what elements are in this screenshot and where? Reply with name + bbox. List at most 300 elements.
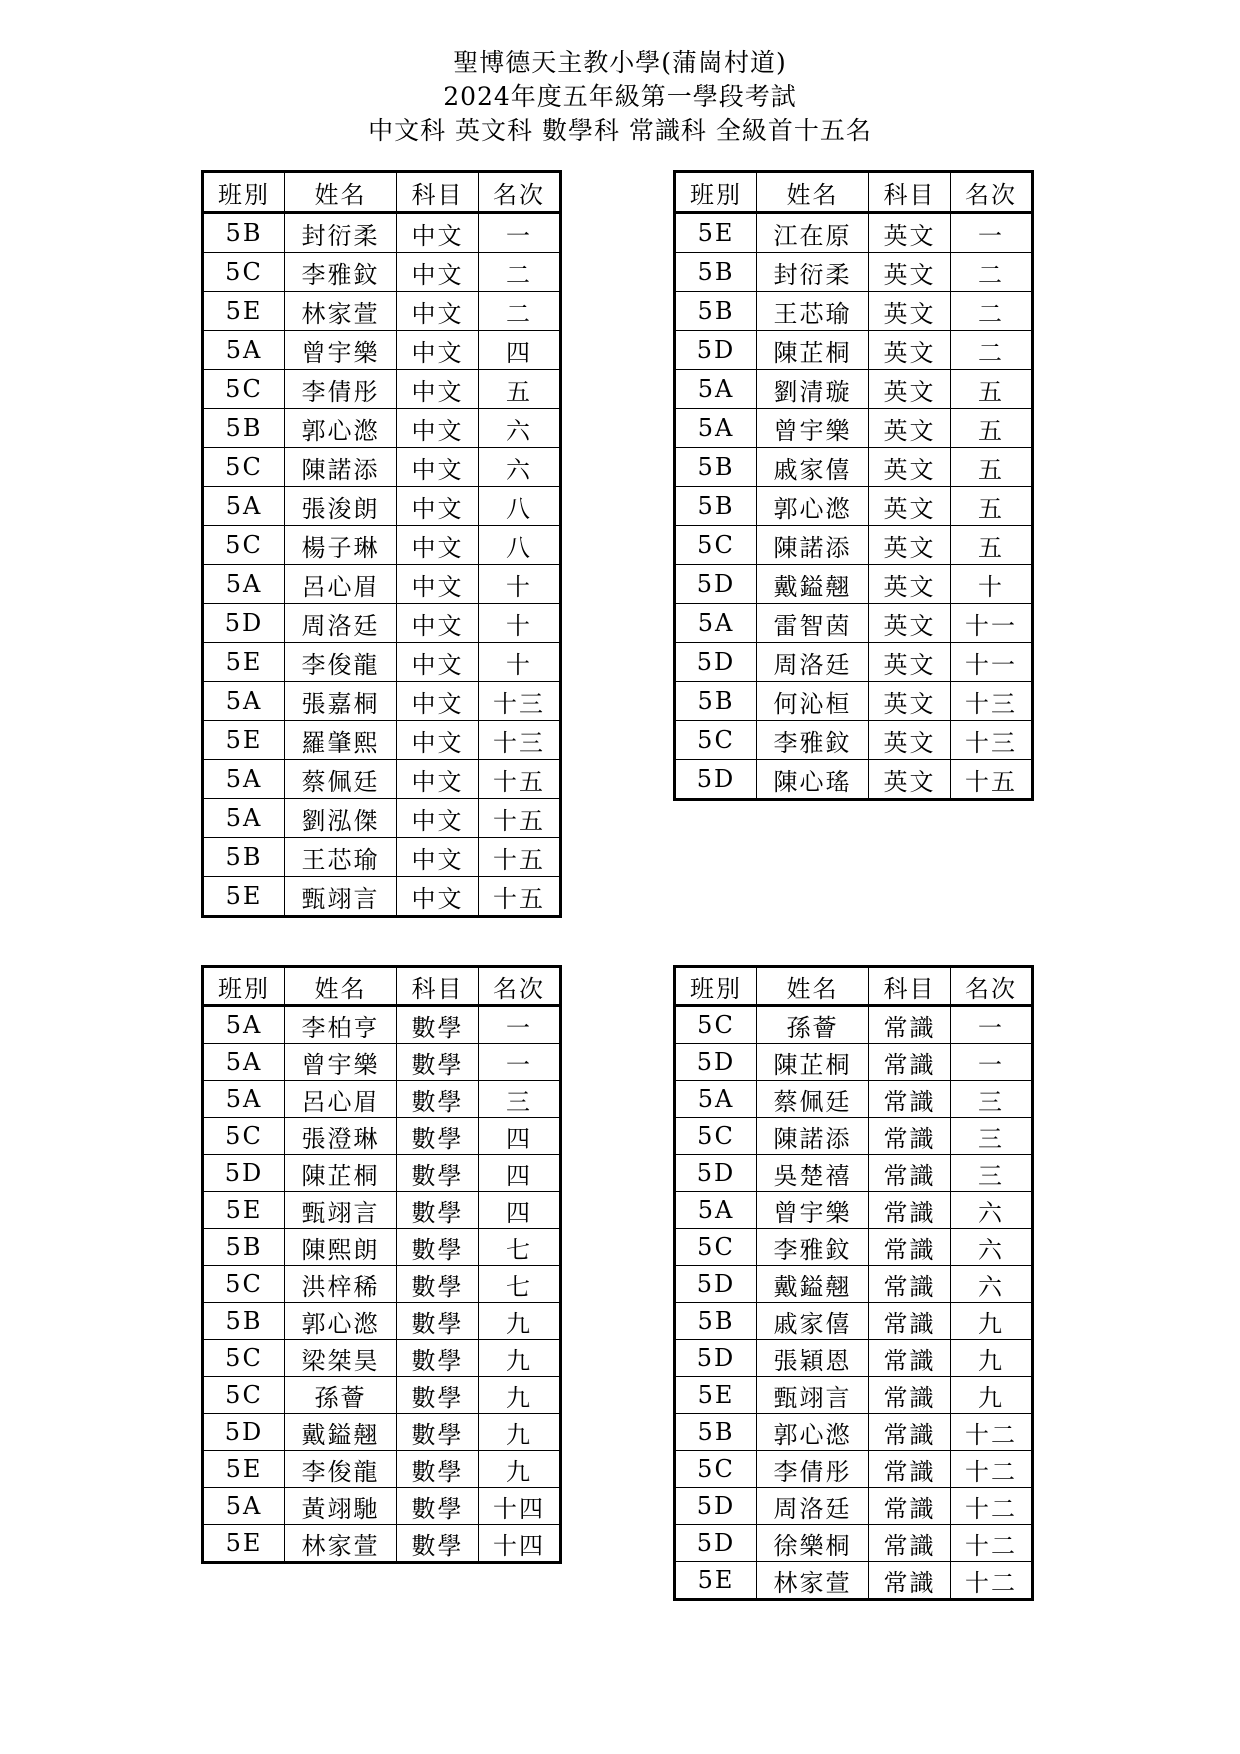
table-row [675, 682, 1033, 721]
name-cell: 王芯瑜 [285, 838, 397, 877]
table-row [675, 1229, 1033, 1266]
class-cell: 5D [675, 1340, 757, 1377]
rank-cell: 十五 [479, 799, 561, 838]
subject-cell: 數學 [397, 1229, 479, 1266]
name-header: 姓名 [285, 967, 397, 1006]
table-row [675, 604, 1033, 643]
table-row [675, 721, 1033, 760]
name-cell: 黃翊馳 [285, 1488, 397, 1525]
table-row [203, 1488, 561, 1525]
name-cell: 曾宇樂 [757, 1192, 869, 1229]
subject-cell: 數學 [397, 1155, 479, 1192]
table-row [203, 448, 561, 487]
table-row [203, 1044, 561, 1081]
header-row [203, 172, 561, 213]
rank-cell: 九 [479, 1414, 561, 1451]
table-row [203, 526, 561, 565]
table-row [675, 760, 1033, 800]
subject-cell: 中文 [397, 760, 479, 799]
subject-cell: 中文 [397, 721, 479, 760]
rank-cell: 三 [479, 1081, 561, 1118]
name-cell: 甄翊言 [757, 1377, 869, 1414]
subject-cell: 數學 [397, 1488, 479, 1525]
subject-cell: 英文 [869, 409, 951, 448]
rank-header: 名次 [479, 967, 561, 1006]
class-cell: 5C [203, 1118, 285, 1155]
subject-cell: 數學 [397, 1044, 479, 1081]
name-cell: 雷智茵 [757, 604, 869, 643]
name-cell: 張澄琳 [285, 1118, 397, 1155]
table-row [203, 487, 561, 526]
subject-cell: 中文 [397, 213, 479, 253]
rank-cell: 三 [951, 1118, 1033, 1155]
math-ranking-table [201, 965, 562, 1564]
table-row [203, 1451, 561, 1488]
rank-cell: 十 [479, 643, 561, 682]
subject-cell: 中文 [397, 370, 479, 409]
table-row [675, 1006, 1033, 1044]
subject-cell: 英文 [869, 331, 951, 370]
name-cell: 戴鎰翹 [757, 565, 869, 604]
rank-cell: 五 [951, 526, 1033, 565]
class-cell: 5C [203, 448, 285, 487]
name-cell: 戚家僖 [757, 1303, 869, 1340]
rank-cell: 十四 [479, 1525, 561, 1563]
name-cell: 李倩彤 [757, 1451, 869, 1488]
rank-cell: 十三 [951, 721, 1033, 760]
name-header: 姓名 [757, 967, 869, 1006]
table-row [675, 253, 1033, 292]
table-row [675, 1414, 1033, 1451]
table-row [203, 1340, 561, 1377]
name-cell: 蔡佩廷 [757, 1081, 869, 1118]
subject-cell: 常識 [869, 1118, 951, 1155]
name-cell: 孫薈 [285, 1377, 397, 1414]
name-cell: 何沁桓 [757, 682, 869, 721]
name-cell: 劉清璇 [757, 370, 869, 409]
name-cell: 陳諾添 [285, 448, 397, 487]
table-row [203, 721, 561, 760]
rank-cell: 四 [479, 1118, 561, 1155]
subject-cell: 中文 [397, 253, 479, 292]
subject-cell: 英文 [869, 213, 951, 253]
name-cell: 羅肇熙 [285, 721, 397, 760]
class-cell: 5B [203, 838, 285, 877]
name-cell: 郭心滺 [757, 487, 869, 526]
subject-cell: 數學 [397, 1006, 479, 1044]
subject-cell: 英文 [869, 370, 951, 409]
table-row [203, 253, 561, 292]
rank-cell: 三 [951, 1155, 1033, 1192]
class-cell: 5B [203, 1229, 285, 1266]
subject-cell: 常識 [869, 1006, 951, 1044]
name-cell: 洪梓稀 [285, 1266, 397, 1303]
rank-cell: 十二 [951, 1451, 1033, 1488]
rank-cell: 二 [951, 292, 1033, 331]
class-cell: 5E [675, 1377, 757, 1414]
rank-cell: 七 [479, 1266, 561, 1303]
subject-cell: 常識 [869, 1192, 951, 1229]
class-cell: 5C [203, 1340, 285, 1377]
subject-cell: 常識 [869, 1303, 951, 1340]
class-cell: 5B [203, 213, 285, 253]
table-row [675, 487, 1033, 526]
table-row [675, 1525, 1033, 1562]
rank-cell: 五 [951, 448, 1033, 487]
name-cell: 陳諾添 [757, 1118, 869, 1155]
name-cell: 呂心眉 [285, 565, 397, 604]
name-cell: 周洛廷 [757, 643, 869, 682]
subject-cell: 常識 [869, 1266, 951, 1303]
rank-cell: 九 [951, 1377, 1033, 1414]
class-cell: 5C [203, 1266, 285, 1303]
name-cell: 封衍柔 [285, 213, 397, 253]
table-row [203, 1081, 561, 1118]
class-cell: 5A [203, 682, 285, 721]
class-cell: 5C [675, 1006, 757, 1044]
rank-cell: 九 [479, 1340, 561, 1377]
table-row [203, 1155, 561, 1192]
class-cell: 5A [675, 409, 757, 448]
subject-cell: 數學 [397, 1118, 479, 1155]
rank-cell: 九 [479, 1377, 561, 1414]
subject-cell: 英文 [869, 253, 951, 292]
subject-cell: 英文 [869, 292, 951, 331]
rank-cell: 十 [951, 565, 1033, 604]
rank-cell: 十五 [479, 760, 561, 799]
subject-cell: 英文 [869, 526, 951, 565]
subject-cell: 常識 [869, 1081, 951, 1118]
table-row [675, 1155, 1033, 1192]
class-cell: 5D [203, 604, 285, 643]
name-cell: 梁桀昊 [285, 1340, 397, 1377]
rank-header: 名次 [951, 172, 1033, 213]
subject-cell: 英文 [869, 448, 951, 487]
subject-cell: 數學 [397, 1377, 479, 1414]
subject-cell: 常識 [869, 1044, 951, 1081]
class-header: 班別 [203, 172, 285, 213]
rank-cell: 十 [479, 604, 561, 643]
rank-cell: 八 [479, 526, 561, 565]
name-cell: 陳心瑤 [757, 760, 869, 800]
class-cell: 5D [675, 331, 757, 370]
name-cell: 陳芷桐 [757, 331, 869, 370]
class-cell: 5A [203, 487, 285, 526]
subject-cell: 中文 [397, 643, 479, 682]
subject-cell: 英文 [869, 760, 951, 800]
name-cell: 李雅鈫 [757, 721, 869, 760]
rank-cell: 四 [479, 1192, 561, 1229]
subject-cell: 中文 [397, 526, 479, 565]
class-cell: 5A [203, 331, 285, 370]
name-cell: 劉泓傑 [285, 799, 397, 838]
class-header: 班別 [203, 967, 285, 1006]
class-cell: 5B [675, 448, 757, 487]
subject-cell: 數學 [397, 1525, 479, 1563]
class-cell: 5A [675, 370, 757, 409]
class-cell: 5C [203, 253, 285, 292]
document-header [0, 46, 1240, 148]
rank-header: 名次 [951, 967, 1033, 1006]
general-studies-ranking-table [673, 965, 1034, 1601]
name-cell: 周洛廷 [757, 1488, 869, 1525]
subject-cell: 數學 [397, 1340, 479, 1377]
name-cell: 郭心滺 [757, 1414, 869, 1451]
subject-cell: 常識 [869, 1414, 951, 1451]
table-row [203, 877, 561, 917]
table-row [203, 370, 561, 409]
rank-cell: 六 [951, 1266, 1033, 1303]
subject-cell: 英文 [869, 721, 951, 760]
table-row [203, 643, 561, 682]
class-header: 班別 [675, 967, 757, 1006]
subject-cell: 數學 [397, 1266, 479, 1303]
table-row [203, 604, 561, 643]
table-row [203, 799, 561, 838]
rank-cell: 十二 [951, 1414, 1033, 1451]
class-cell: 5A [203, 565, 285, 604]
subject-cell: 中文 [397, 292, 479, 331]
table-row [203, 1303, 561, 1340]
table-row [203, 292, 561, 331]
table-row [203, 1229, 561, 1266]
class-cell: 5D [203, 1155, 285, 1192]
subject-cell: 常識 [869, 1229, 951, 1266]
rank-cell: 九 [479, 1451, 561, 1488]
name-cell: 陳熙朗 [285, 1229, 397, 1266]
subject-cell: 英文 [869, 643, 951, 682]
rank-cell: 五 [951, 409, 1033, 448]
class-cell: 5E [203, 643, 285, 682]
name-cell: 李俊龍 [285, 1451, 397, 1488]
subject-cell: 中文 [397, 565, 479, 604]
subject-header: 科目 [869, 967, 951, 1006]
table-row [203, 1377, 561, 1414]
rank-cell: 十 [479, 565, 561, 604]
subject-cell: 中文 [397, 838, 479, 877]
name-cell: 郭心滺 [285, 1303, 397, 1340]
table-row [675, 1303, 1033, 1340]
name-header: 姓名 [285, 172, 397, 213]
table-row [203, 1525, 561, 1563]
class-cell: 5E [203, 877, 285, 917]
table-row [675, 643, 1033, 682]
subject-cell: 英文 [869, 487, 951, 526]
name-cell: 王芯瑜 [757, 292, 869, 331]
rank-cell: 六 [479, 409, 561, 448]
name-cell: 戚家僖 [757, 448, 869, 487]
name-cell: 李雅鈫 [285, 253, 397, 292]
subject-cell: 英文 [869, 565, 951, 604]
name-cell: 江在原 [757, 213, 869, 253]
table-row [203, 1414, 561, 1451]
subject-cell: 中文 [397, 409, 479, 448]
table-row [203, 760, 561, 799]
name-cell: 李柏亨 [285, 1006, 397, 1044]
table-row [203, 331, 561, 370]
name-cell: 林家萱 [757, 1562, 869, 1600]
rank-cell: 六 [479, 448, 561, 487]
name-cell: 張浚朗 [285, 487, 397, 526]
class-cell: 5D [675, 565, 757, 604]
class-cell: 5D [675, 1525, 757, 1562]
class-cell: 5A [675, 1192, 757, 1229]
subject-cell: 數學 [397, 1192, 479, 1229]
rank-cell: 九 [479, 1303, 561, 1340]
class-cell: 5C [675, 526, 757, 565]
class-cell: 5E [203, 1192, 285, 1229]
subject-header: 科目 [397, 967, 479, 1006]
name-cell: 蔡佩廷 [285, 760, 397, 799]
class-cell: 5D [675, 1044, 757, 1081]
rank-cell: 一 [951, 213, 1033, 253]
class-cell: 5D [675, 1488, 757, 1525]
exam-title: 2024年度五年級第一學段考試 [443, 82, 797, 111]
rank-cell: 二 [479, 292, 561, 331]
class-cell: 5E [203, 721, 285, 760]
class-cell: 5A [203, 1488, 285, 1525]
rank-cell: 十三 [951, 682, 1033, 721]
table-row [675, 1562, 1033, 1600]
rank-cell: 一 [479, 1006, 561, 1044]
subject-cell: 數學 [397, 1303, 479, 1340]
class-cell: 5C [203, 526, 285, 565]
class-cell: 5A [203, 1044, 285, 1081]
subjects-subtitle: 中文科 英文科 數學科 常識科 全級首十五名 [368, 116, 872, 145]
name-cell: 周洛廷 [285, 604, 397, 643]
subject-cell: 中文 [397, 682, 479, 721]
subject-cell: 常識 [869, 1562, 951, 1600]
table-row [203, 213, 561, 253]
name-cell: 徐樂桐 [757, 1525, 869, 1562]
class-cell: 5E [203, 1451, 285, 1488]
rank-cell: 五 [479, 370, 561, 409]
rank-cell: 一 [479, 213, 561, 253]
table-row [203, 1192, 561, 1229]
table-row [675, 1081, 1033, 1118]
name-cell: 林家萱 [285, 1525, 397, 1563]
subject-cell: 常識 [869, 1488, 951, 1525]
subject-cell: 數學 [397, 1081, 479, 1118]
name-cell: 陳芷桐 [757, 1044, 869, 1081]
name-cell: 楊子琳 [285, 526, 397, 565]
table-row [675, 1266, 1033, 1303]
table-row [203, 838, 561, 877]
rank-cell: 十二 [951, 1488, 1033, 1525]
class-cell: 5B [675, 1414, 757, 1451]
name-cell: 封衍柔 [757, 253, 869, 292]
rank-cell: 一 [479, 1044, 561, 1081]
class-cell: 5A [675, 1081, 757, 1118]
class-cell: 5D [675, 1266, 757, 1303]
class-cell: 5A [203, 1081, 285, 1118]
class-cell: 5E [675, 1562, 757, 1600]
name-cell: 曾宇樂 [285, 1044, 397, 1081]
subject-cell: 常識 [869, 1451, 951, 1488]
subject-header: 科目 [869, 172, 951, 213]
rank-cell: 一 [951, 1006, 1033, 1044]
name-cell: 李雅鈫 [757, 1229, 869, 1266]
name-cell: 曾宇樂 [757, 409, 869, 448]
class-cell: 5A [203, 1006, 285, 1044]
subject-header: 科目 [397, 172, 479, 213]
name-cell: 郭心滺 [285, 409, 397, 448]
rank-cell: 三 [951, 1081, 1033, 1118]
table-row [203, 1006, 561, 1044]
rank-cell: 十三 [479, 682, 561, 721]
class-cell: 5B [675, 682, 757, 721]
subject-cell: 中文 [397, 448, 479, 487]
table-row [675, 1118, 1033, 1155]
rank-cell: 一 [951, 1044, 1033, 1081]
table-row [675, 292, 1033, 331]
class-cell: 5C [675, 1118, 757, 1155]
school-name: 聖博德天主教小學(蒲崗村道) [453, 48, 787, 77]
rank-cell: 十五 [479, 877, 561, 917]
header-row [675, 967, 1033, 1006]
class-cell: 5B [675, 1303, 757, 1340]
english-ranking-table [673, 170, 1034, 801]
rank-cell: 十二 [951, 1562, 1033, 1600]
class-cell: 5A [203, 799, 285, 838]
table-row [675, 1044, 1033, 1081]
name-cell: 戴鎰翹 [757, 1266, 869, 1303]
table-row [203, 1266, 561, 1303]
rank-cell: 六 [951, 1229, 1033, 1266]
header-row [203, 967, 561, 1006]
rank-cell: 十二 [951, 1525, 1033, 1562]
rank-cell: 五 [951, 370, 1033, 409]
subject-cell: 常識 [869, 1377, 951, 1414]
class-cell: 5D [675, 643, 757, 682]
name-cell: 甄翊言 [285, 1192, 397, 1229]
rank-cell: 二 [951, 331, 1033, 370]
name-cell: 林家萱 [285, 292, 397, 331]
class-cell: 5C [675, 1229, 757, 1266]
class-cell: 5A [203, 760, 285, 799]
table-row [675, 1451, 1033, 1488]
class-header: 班別 [675, 172, 757, 213]
rank-cell: 十五 [951, 760, 1033, 800]
name-cell: 戴鎰翹 [285, 1414, 397, 1451]
rank-cell: 四 [479, 1155, 561, 1192]
name-cell: 吳楚禧 [757, 1155, 869, 1192]
subject-cell: 常識 [869, 1155, 951, 1192]
class-cell: 5B [675, 292, 757, 331]
class-cell: 5C [675, 1451, 757, 1488]
subject-cell: 中文 [397, 604, 479, 643]
subject-cell: 常識 [869, 1340, 951, 1377]
name-cell: 曾宇樂 [285, 331, 397, 370]
class-cell: 5A [675, 604, 757, 643]
class-cell: 5E [203, 292, 285, 331]
subject-cell: 常識 [869, 1525, 951, 1562]
subject-cell: 英文 [869, 604, 951, 643]
rank-cell: 十三 [479, 721, 561, 760]
table-row [675, 213, 1033, 253]
rank-cell: 二 [951, 253, 1033, 292]
name-cell: 陳芷桐 [285, 1155, 397, 1192]
table-row [675, 409, 1033, 448]
subject-cell: 中文 [397, 799, 479, 838]
subject-cell: 數學 [397, 1451, 479, 1488]
class-cell: 5C [203, 1377, 285, 1414]
table-row [675, 1377, 1033, 1414]
class-cell: 5D [675, 760, 757, 800]
table-row [203, 1118, 561, 1155]
chinese-ranking-table [201, 170, 562, 918]
table-row [675, 526, 1033, 565]
